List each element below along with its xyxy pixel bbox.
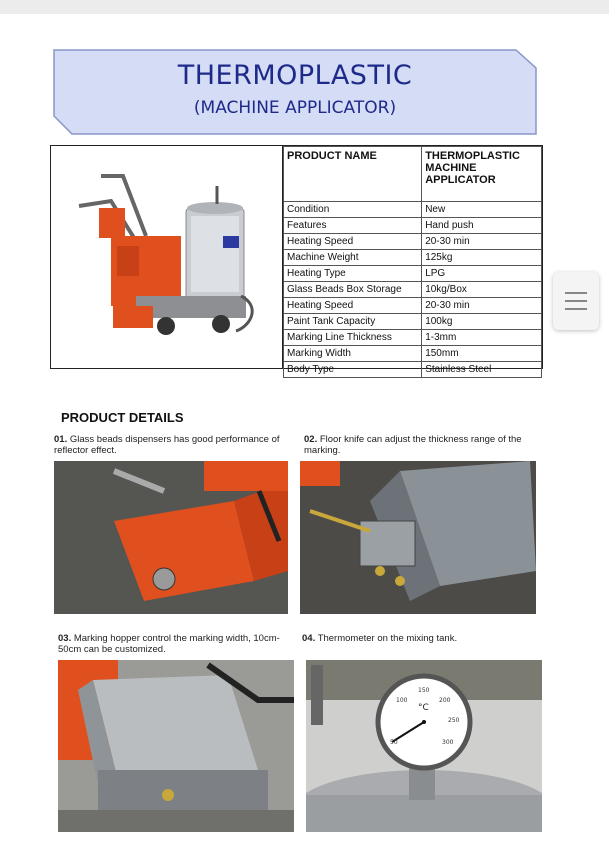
spec-value: 10kg/Box xyxy=(422,282,542,298)
spec-row xyxy=(284,202,542,218)
photo-marking-hopper xyxy=(58,660,294,832)
spec-table xyxy=(283,146,542,378)
spec-key: Glass Beads Box Storage xyxy=(284,282,422,298)
spec-key: Heating Speed xyxy=(284,234,422,250)
detail-caption-2 xyxy=(304,434,539,456)
spec-header-value: THERMOPLASTIC MACHINE APPLICATOR xyxy=(422,147,542,202)
gauge-unit: °C xyxy=(418,703,429,713)
spec-value: Stainless Steel xyxy=(422,362,542,378)
spec-value: 20-30 min xyxy=(422,298,542,314)
spec-key: Marking Line Thickness xyxy=(284,330,422,346)
spec-key: Heating Type xyxy=(284,266,422,282)
spec-value: 125kg xyxy=(422,250,542,266)
detail-caption-4 xyxy=(302,633,537,644)
spec-key: Body Type xyxy=(284,362,422,378)
spec-value: New xyxy=(422,202,542,218)
spec-row xyxy=(284,314,542,330)
hamburger-menu-icon[interactable] xyxy=(553,272,599,330)
detail-text-2: Floor knife can adjust the thickness range of the marking. xyxy=(304,434,522,456)
spec-row xyxy=(284,330,542,346)
spec-value: LPG xyxy=(422,266,542,282)
detail-text-3: Marking hopper control the marking width, 10cm-50cm can be customized. xyxy=(58,633,280,655)
banner-subtitle: (MACHINE APPLICATOR) xyxy=(193,98,397,118)
spec-key: Features xyxy=(284,218,422,234)
detail-text-1: Glass beads dispensers has good performance of reflector effect. xyxy=(54,434,280,456)
spec-row xyxy=(284,218,542,234)
gauge-tick-250: 250 xyxy=(448,717,460,724)
spec-key: Condition xyxy=(284,202,422,218)
gauge-tick-100: 100 xyxy=(396,697,408,704)
detail-num-2: 02. xyxy=(304,434,318,445)
spec-header-row xyxy=(284,147,542,202)
spec-row xyxy=(284,298,542,314)
gauge-tick-200: 200 xyxy=(439,697,451,704)
spec-key: Heating Speed xyxy=(284,298,422,314)
photo-thermometer xyxy=(306,660,542,832)
photo-floor-knife xyxy=(300,461,536,614)
spec-row xyxy=(284,250,542,266)
spec-box xyxy=(50,145,543,375)
spec-value: Hand push xyxy=(422,218,542,234)
gauge-tick-150: 150 xyxy=(418,687,430,694)
spec-row xyxy=(284,346,542,362)
spec-key: Machine Weight xyxy=(284,250,422,266)
spec-value: 150mm xyxy=(422,346,542,362)
spec-value: 100kg xyxy=(422,314,542,330)
photo-glass-beads-dispenser xyxy=(54,461,288,614)
detail-caption-3 xyxy=(58,633,298,655)
product-details-title: PRODUCT DETAILS xyxy=(61,410,184,425)
spec-value: 20-30 min xyxy=(422,234,542,250)
detail-num-1: 01. xyxy=(54,434,68,445)
detail-text-4: Thermometer on the mixing tank. xyxy=(317,633,458,644)
spec-row xyxy=(284,266,542,282)
detail-num-3: 03. xyxy=(58,633,72,644)
banner-title: THERMOPLASTIC xyxy=(177,60,413,91)
spec-row xyxy=(284,282,542,298)
spec-row xyxy=(284,362,542,378)
spec-header-key: PRODUCT NAME xyxy=(284,147,422,202)
detail-caption-1 xyxy=(54,434,289,456)
spec-value: 1-3mm xyxy=(422,330,542,346)
spec-key: Marking Width xyxy=(284,346,422,362)
browser-top-bar xyxy=(0,0,609,14)
detail-num-4: 04. xyxy=(302,633,316,644)
gauge-tick-50: 50 xyxy=(390,739,398,746)
spec-key: Paint Tank Capacity xyxy=(284,314,422,330)
gauge-tick-300: 300 xyxy=(442,739,454,746)
title-banner xyxy=(52,48,538,136)
product-image xyxy=(51,146,283,368)
spec-row xyxy=(284,234,542,250)
